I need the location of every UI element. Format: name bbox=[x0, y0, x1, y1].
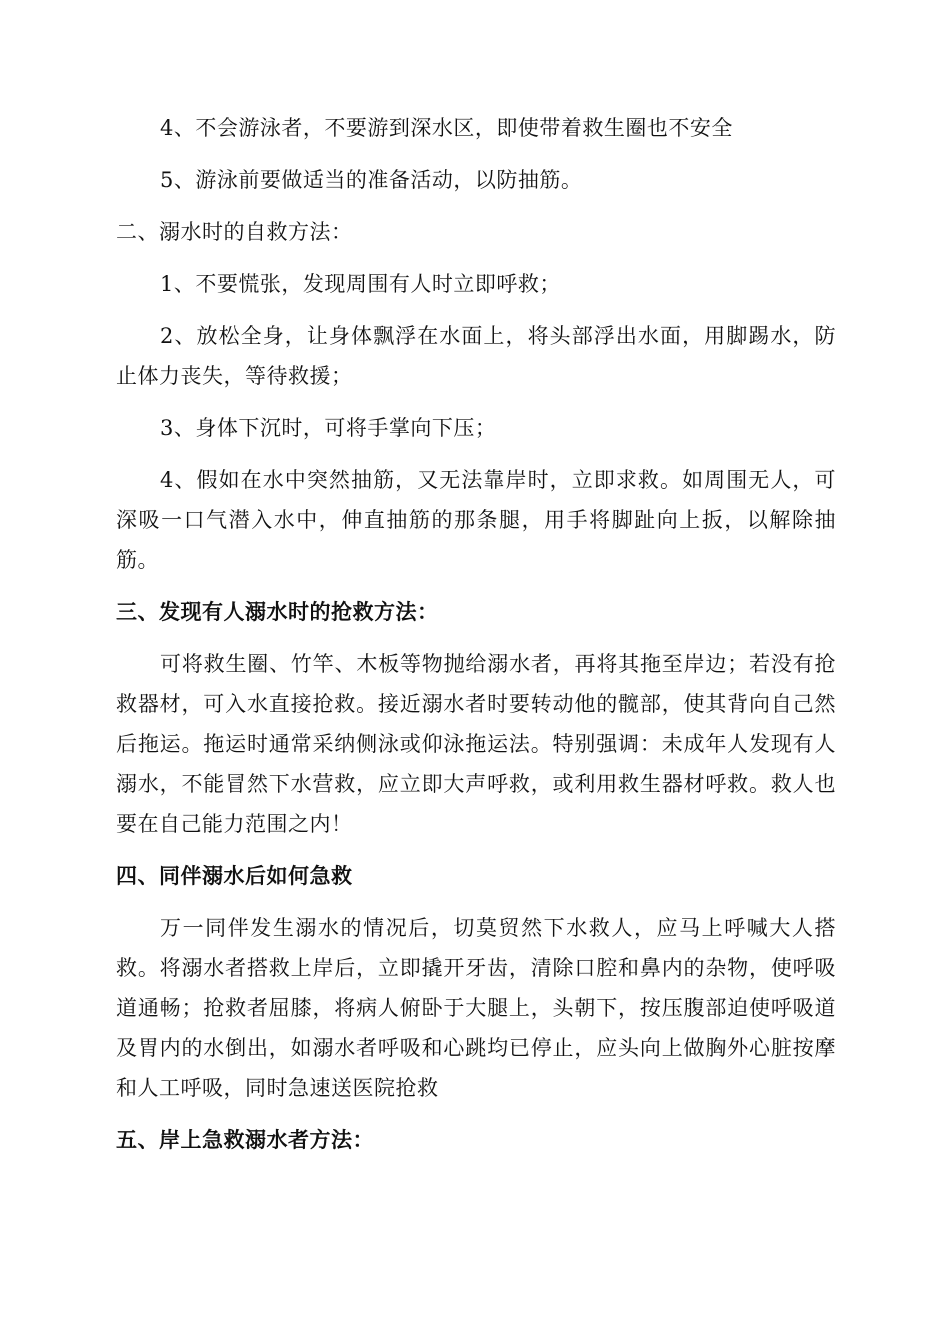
section-heading-5: 五、岸上急救溺水者方法： bbox=[116, 1127, 374, 1152]
section-heading-4: 四、同伴溺水后如何急救 bbox=[116, 863, 353, 888]
section-heading-3: 三、发现有人溺水时的抢救方法： bbox=[116, 599, 439, 624]
paragraph-item-5: 5、游泳前要做适当的准备活动，以防抽筋。 bbox=[160, 168, 583, 192]
paragraph-self-rescue-1: 1、不要慌张，发现周围有人时立即呼救； bbox=[160, 272, 561, 296]
paragraph-rescue-method: 可将救生圈、竹竿、木板等物抛给溺水者，再将其拖至岸边；若没有抢救器材，可入水直接抢救。接近溺水者时要转动他的髋部，使其背向自己然后拖运。拖运时通常采纳侧泳或仰泳拖运法。特别强调：未成年人发现有人溺水，不能冒然下水营救，应立即大声呼救，或利用救生器材呼救。救人也要在自己能力范围之内！ bbox=[116, 652, 836, 836]
paragraph-self-rescue-4: 4、假如在水中突然抽筋，又无法靠岸时，立即求救。如周围无人，可深吸一口气潜入水中，伸直抽筋的那条腿，用手将脚趾向上扳，以解除抽筋。 bbox=[116, 468, 836, 572]
paragraph-companion-first-aid: 万一同伴发生溺水的情况后，切莫贸然下水救人，应马上呼喊大人搭救。将溺水者搭救上岸后，立即撬开牙齿，清除口腔和鼻内的杂物，使呼吸道通畅；抢救者屈膝，将病人俯卧于大腿上，头朝下，按压腹部迫使呼吸道及胃内的水倒出，如溺水者呼吸和心跳均已停止，应头向上做胸外心脏按摩和人工呼吸，同时急速送医院抢救 bbox=[116, 916, 836, 1100]
paragraph-item-4: 4、不会游泳者，不要游到深水区，即使带着救生圈也不安全 bbox=[160, 116, 733, 140]
section-heading-2: 二、溺水时的自救方法： bbox=[116, 220, 353, 244]
document-page bbox=[116, 108, 836, 1172]
paragraph-self-rescue-2: 2、放松全身，让身体飘浮在水面上，将头部浮出水面，用脚踢水，防止体力丧失，等待救援； bbox=[116, 324, 836, 388]
paragraph-self-rescue-3: 3、身体下沉时，可将手掌向下压； bbox=[160, 416, 497, 440]
